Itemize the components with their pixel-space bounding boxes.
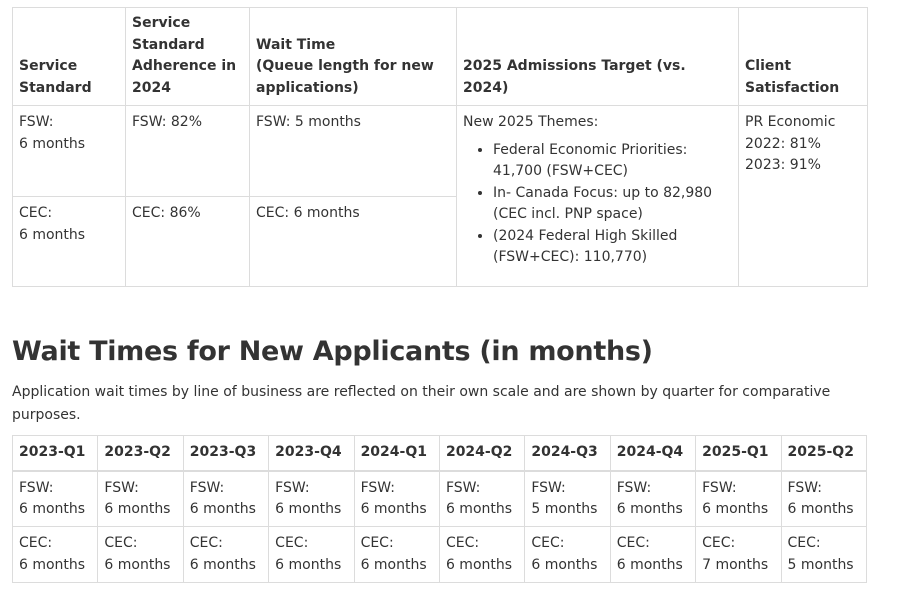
cell-label: FSW: <box>360 479 395 496</box>
list-item: • (2024 Federal High Skilled (FSW+CEC): 110,770) <box>493 226 732 269</box>
quarter-cell <box>525 527 610 583</box>
quarter-cell <box>696 471 781 527</box>
quarter-header: 2023-Q2 <box>98 436 183 471</box>
cell-service-standard-fsw: FSW: 6 months <box>13 106 126 197</box>
cell-label: CEC: <box>445 535 480 551</box>
header-service-standard: Service Standard <box>13 8 126 106</box>
quarter-header: 2023-Q4 <box>269 436 354 471</box>
header-admissions-target: 2025 Admissions Target (vs. 2024) <box>457 8 739 106</box>
cell-value: 6 months <box>275 556 342 573</box>
cell-label: FSW: <box>445 479 481 496</box>
cell-value: 6 months <box>616 556 683 573</box>
cell-label: CEC: <box>787 535 821 551</box>
cell-label: CEC: <box>616 535 650 551</box>
list-item: • Federal Economic Priorities: 41,700 (FSW+CEC) <box>493 140 732 183</box>
header-adherence: Service Standard Adherence in 2024 <box>126 8 250 106</box>
cell-label: CEC: <box>104 535 138 551</box>
quarter-cell <box>183 471 268 527</box>
quarter-cell <box>525 471 610 527</box>
cell-value: 6 months <box>445 556 513 573</box>
quarter-cell <box>354 471 439 527</box>
cell-label: FSW: <box>189 479 225 496</box>
header-wait-time: Wait Time (Queue length for new applications) <box>250 8 457 106</box>
cell-value: 6 months <box>104 501 171 517</box>
cell-value: 6 months <box>275 501 342 517</box>
quarter-cell <box>13 471 98 527</box>
section-description: Application wait times by line of business are reflected on their own scale and are shown by quarter for comparative purposes. <box>12 384 831 423</box>
table-row <box>13 527 867 583</box>
cell-value: 6 months <box>19 501 86 517</box>
cell-label: FSW: <box>104 479 139 496</box>
cell-label: FSW: <box>531 479 566 496</box>
quarter-cell <box>696 527 781 583</box>
cell-value: 6 months <box>19 556 86 573</box>
quarter-cell <box>269 471 354 527</box>
quarter-header: 2024-Q3 <box>525 436 610 471</box>
cell-value: 6 months <box>445 501 513 517</box>
quarter-header: 2024-Q2 <box>439 436 524 471</box>
quarter-header: 2025-Q1 <box>696 436 781 471</box>
cell-adherence-cec: CEC: 86% <box>126 197 250 287</box>
quarter-cell <box>98 471 183 527</box>
cell-label: FSW: <box>702 479 737 496</box>
cell-value: 6 months <box>189 501 256 517</box>
cell-value: 5 months <box>787 556 854 573</box>
service-table-header-row <box>13 8 868 106</box>
quarter-header: 2024-Q1 <box>354 436 439 471</box>
cell-value: 6 months <box>360 501 427 517</box>
themes-list <box>463 140 732 269</box>
cell-wait-time-cec: CEC: 6 months <box>250 197 457 287</box>
quarter-cell <box>610 527 695 583</box>
cell-service-standard-cec: CEC: 6 months <box>13 197 126 287</box>
quarterly-wait-times-table <box>12 435 867 583</box>
quarter-cell <box>781 471 866 527</box>
quarter-cell <box>269 527 354 583</box>
cell-label: CEC: <box>702 535 736 551</box>
cell-value: 5 months <box>531 501 598 517</box>
quarter-cell <box>439 527 524 583</box>
cell-admissions-target <box>457 106 739 287</box>
quarter-cell <box>439 471 524 527</box>
cell-label: FSW: <box>787 479 822 496</box>
quarter-cell <box>354 527 439 583</box>
cell-value: 6 months <box>702 501 769 517</box>
quarter-cell <box>610 471 695 527</box>
cell-value: 6 months <box>189 556 256 573</box>
quarter-header-row <box>13 436 867 471</box>
cell-label: CEC: <box>189 535 223 551</box>
quarter-header: 2025-Q2 <box>781 436 866 471</box>
quarter-cell <box>98 527 183 583</box>
table-row <box>13 471 867 527</box>
header-client-satisfaction: Client Satisfaction <box>739 8 868 106</box>
quarter-table-body <box>13 471 867 583</box>
cell-value: 6 months <box>531 556 598 573</box>
cell-value: 7 months <box>702 556 769 573</box>
cell-label: FSW: <box>19 479 54 496</box>
cell-value: 6 months <box>787 501 854 517</box>
quarter-cell <box>781 527 866 583</box>
section-title: Wait Times for New Applicants (in months) <box>12 336 653 367</box>
cell-value: 6 months <box>104 556 171 573</box>
quarter-header: 2023-Q3 <box>183 436 268 471</box>
cell-label: CEC: <box>275 535 309 551</box>
cell-value: 6 months <box>360 556 427 573</box>
service-standards-table <box>12 7 868 287</box>
quarter-header: 2023-Q1 <box>13 436 98 471</box>
cell-label: CEC: <box>360 535 394 551</box>
themes-intro: New 2025 Themes: <box>463 114 599 130</box>
cell-client-satisfaction: PR Economic 2022: 81% 2023: 91% <box>739 106 868 287</box>
cell-value: 6 months <box>616 501 683 517</box>
cell-label: FSW: <box>275 479 310 496</box>
cell-label: CEC: <box>531 535 565 551</box>
cell-label: CEC: <box>19 535 53 551</box>
cell-wait-time-fsw: FSW: 5 months <box>250 106 457 197</box>
list-item: • In- Canada Focus: up to 82,980 (CEC incl. PNP space) <box>493 183 732 226</box>
cell-adherence-fsw: FSW: 82% <box>126 106 250 197</box>
quarter-cell <box>183 527 268 583</box>
cell-label: FSW: <box>616 479 652 496</box>
quarter-header: 2024-Q4 <box>610 436 695 471</box>
table-row-fsw <box>13 106 868 197</box>
quarter-cell <box>13 527 98 583</box>
